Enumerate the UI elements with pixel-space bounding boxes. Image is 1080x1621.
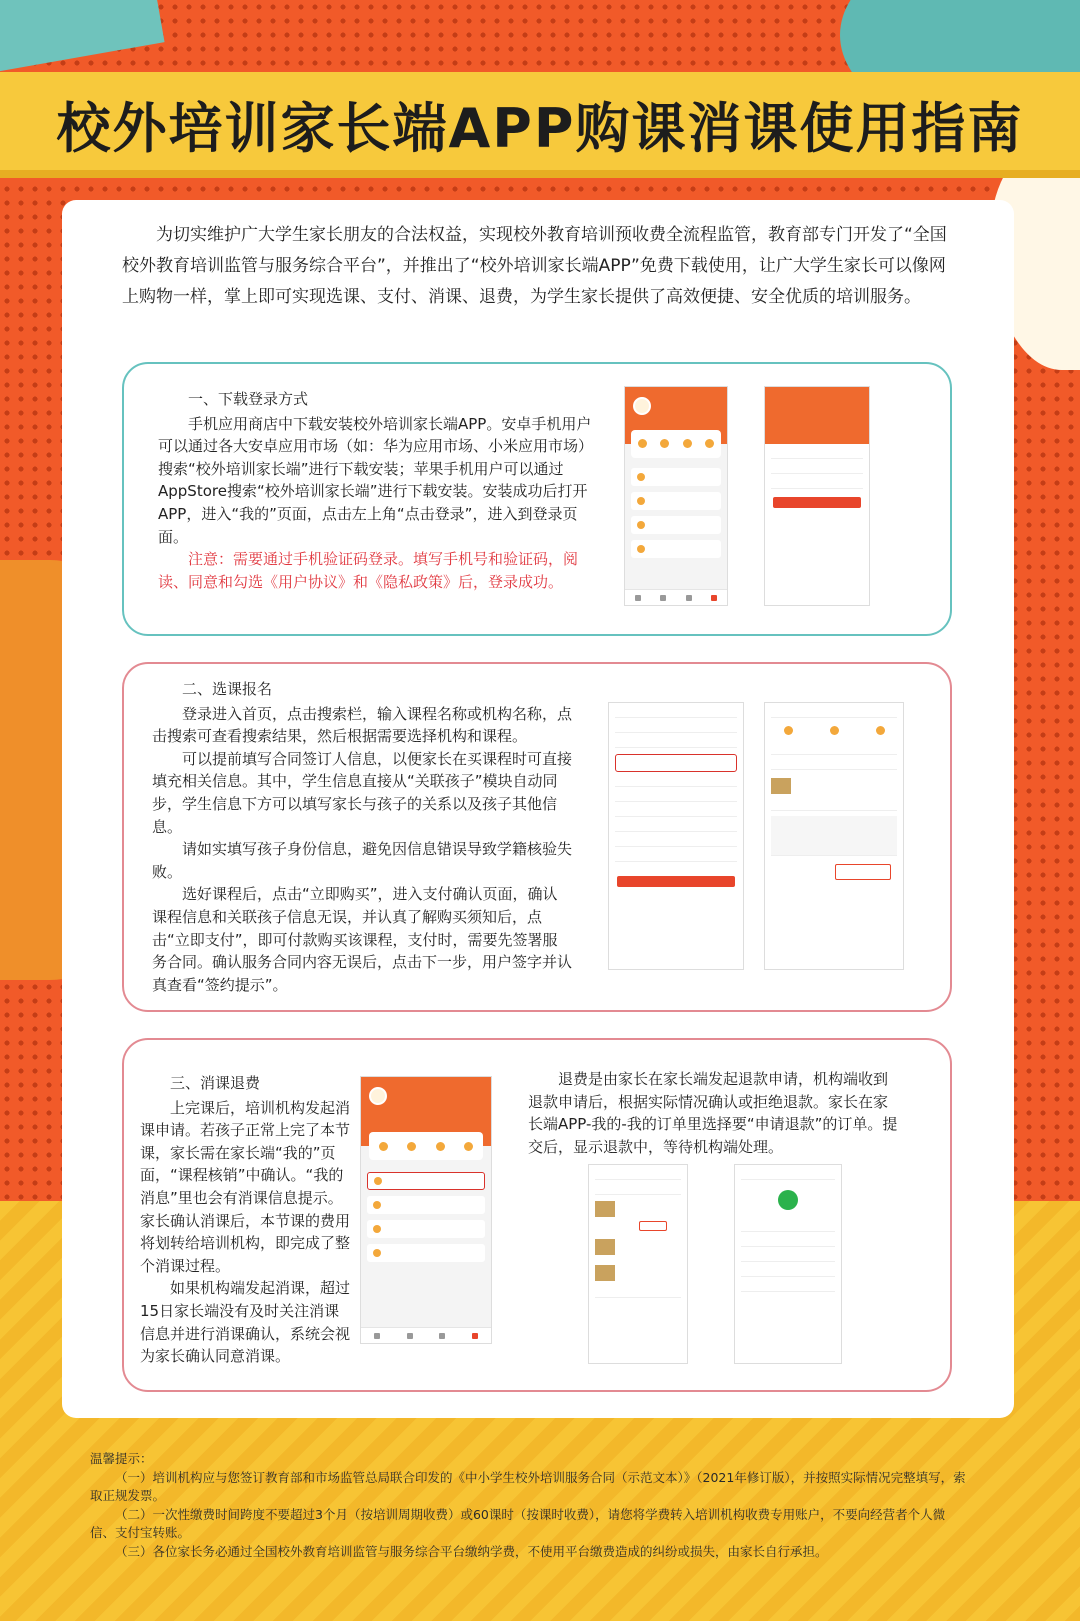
section3-p3: 退费是由家长在家长端发起退款申请，机构端收到退款申请后，根据实际情况确认或拒绝退款。家长在家长端APP-我的-我的订单里选择要“申请退款”的订单。提交后，显示退款中，等待机构端处理。: [528, 1070, 898, 1156]
section2-p2: 可以提前填写合同签订人信息，以便家长在买课程时可直接填充相关信息。其中，学生信息直接从“关联孩子”模块自动同步，学生信息下方可以填写家长与孩子的关系以及孩子其他信息。: [152, 749, 573, 836]
section-download-login: [122, 362, 952, 636]
section1-text: [158, 388, 598, 593]
section1-heading: 一、下载登录方式: [188, 390, 309, 408]
screenshot-course-verify-page: [360, 1076, 492, 1344]
section2-heading: 二、选课报名: [182, 680, 273, 698]
section3-text-right: [528, 1068, 902, 1158]
avatar: [633, 397, 651, 415]
section3-heading: 三、消课退费: [170, 1074, 261, 1092]
linked-child-highlight: [615, 754, 737, 772]
section1-note: 注意：需要通过手机验证码登录。填写手机号和验证码，阅读、同意和勾选《用户协议》和《隐私政策》后，登录成功。: [158, 550, 579, 591]
section2-p3: 请如实填写孩子身份信息，避免因信息错误导致学籍核验失败。: [152, 840, 573, 881]
warm-tips: [90, 1450, 970, 1561]
screenshot-my-orders-page: [588, 1164, 688, 1364]
screenshot-settings-page: [608, 702, 744, 970]
section3-p1: 上完课后，培训机构发起消课申请。若孩子正常上完了本节课，家长需在家长端“我的”页面，“课程核销”中确认。“我的消息”里也会有消课信息提示。家长确认消课后，本节课的费用将划转给培训机构，即完成了整个消课过程。: [140, 1098, 351, 1275]
tip-3: （三）各位家长务必通过全国校外教育培训监管与服务综合平台缴纳学费，不使用平台缴费造成的纠纷或损失，由家长自行承担。: [115, 1543, 828, 1559]
section3-p2: 如果机构端发起消课，超过15日家长端没有及时关注消课信息并进行消课确认，系统会视为家长确认同意消课。: [140, 1279, 351, 1366]
screenshot-submit-order-page: [764, 702, 904, 970]
refund-status-icon: [778, 1190, 798, 1210]
section2-p4: 选好课程后，点击“立即购买”，进入支付确认页面，确认课程信息和关联孩子信息无误，并认真了解购买须知后，点击“立即支付”，即可付款购买该课程，支付时，需要先签署服务合同。确认服务合同内容无误后，点击下一步，用户签字并认真查看“签约提示”。: [152, 885, 573, 994]
section3-text-left: [140, 1072, 352, 1368]
section-consume-refund: [122, 1038, 952, 1392]
intro-paragraph: 为切实维护广大学生家长朋友的合法权益，实现校外教育培训预收费全流程监管，教育部专门开发了“全国校外教育培训监管与服务综合平台”，并推出了“校外培训家长端APP”免费下载使用，让广大学生家长可以像网上购物一样，掌上即可实现选课、支付、消课、退费，为学生家长提供了高效便捷、安全优质的培训服务。: [122, 225, 947, 307]
screenshot-refund-page: [734, 1164, 842, 1364]
page-title: 校外培训家长端APP购课消课使用指南: [56, 97, 1024, 160]
section-course-enroll: [122, 662, 952, 1012]
tips-label: 温馨提示：: [90, 1451, 153, 1466]
content-card: [62, 200, 1014, 1418]
section2-text: [152, 678, 572, 996]
screenshot-login-page: [764, 386, 870, 606]
tip-2: （二）一次性缴费时间跨度不要超过3个月（按培训周期收费）或60课时（按课时收费），请您将学费转入培训机构收费专用账户，不要向经营者个人微信、支付宝转账。: [90, 1506, 946, 1540]
section1-body: 手机应用商店中下载安装校外培训家长端APP。安卓手机用户可以通过各大安卓应用市场（如：华为应用市场、小米应用市场）搜索“校外培训家长端”进行下载安装；苹果手机用户可以通过AppStore搜索“校外培训家长端”进行下载安装。安装成功后打开APP，进入“我的”页面，点击左上角“点击登录”，进入到登录页面。: [158, 414, 594, 546]
avatar: [369, 1087, 387, 1105]
section2-p1: 登录进入首页，点击搜索栏，输入课程名称或机构名称，点击搜索可查看搜索结果，然后根据需要选择机构和课程。: [152, 704, 573, 746]
screenshot-my-page: [624, 386, 728, 606]
tip-1: （一）培训机构应与您签订教育部和市场监管总局联合印发的《中小学生校外培训服务合同（示范文本）》（2021年修订版），并按照实际情况完整填写，索取正规发票。: [90, 1469, 966, 1503]
